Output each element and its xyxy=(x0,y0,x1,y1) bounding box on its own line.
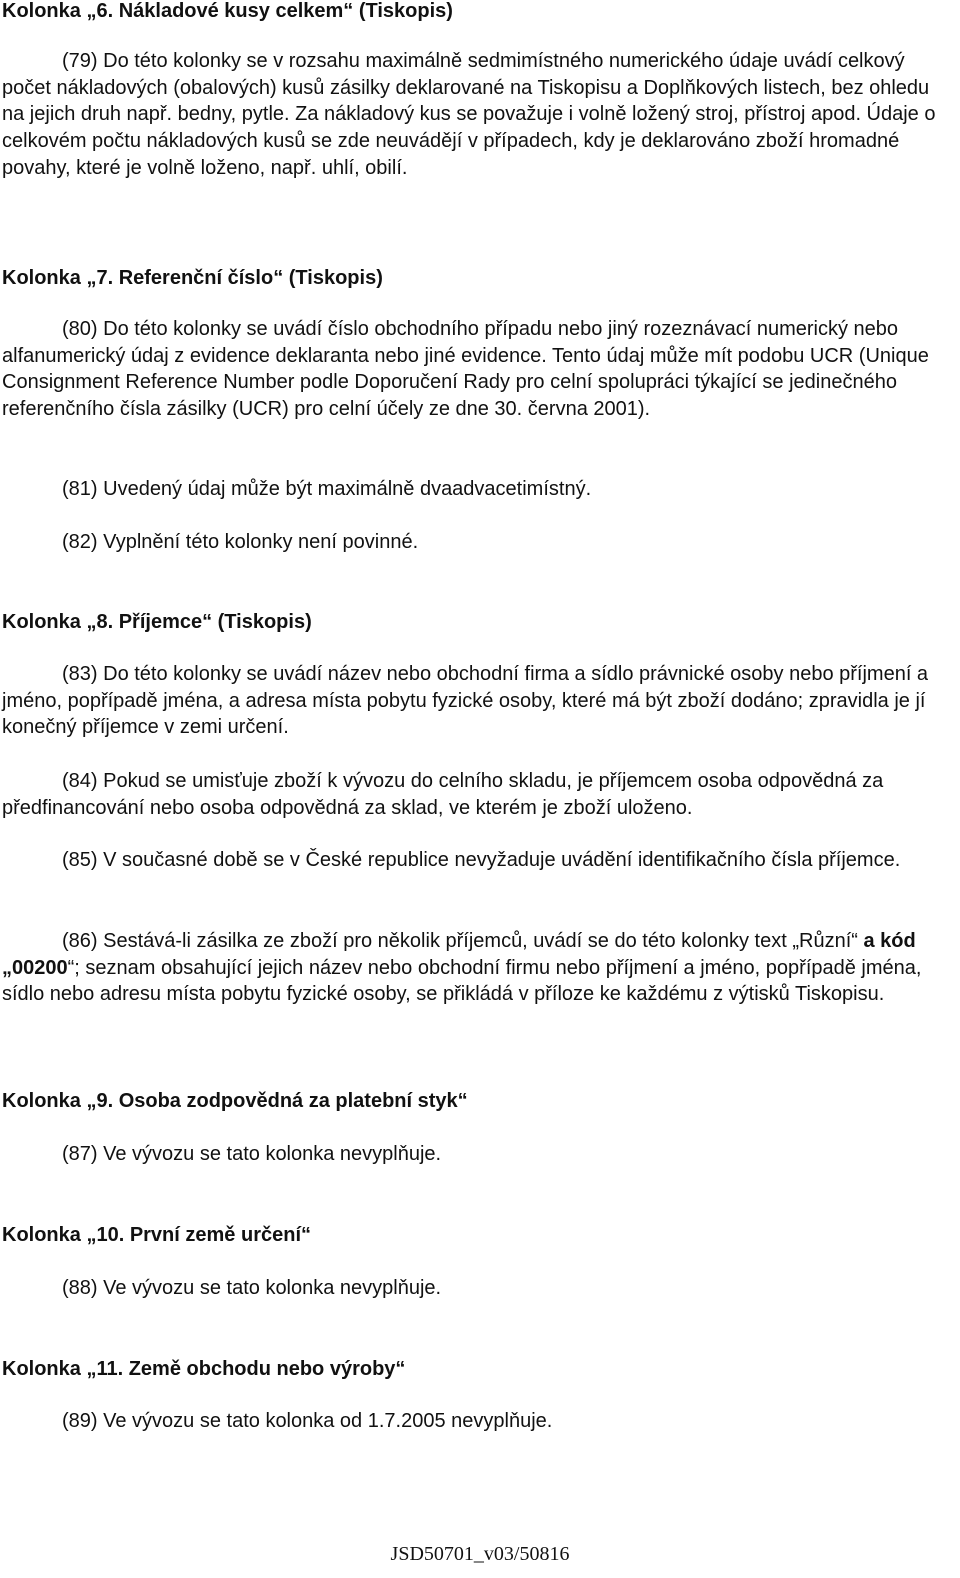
kolonka-10-heading xyxy=(2,1222,311,1248)
kolonka-6-heading xyxy=(2,0,453,24)
paragraph-84: (84) Pokud se umisťuje zboží k vývozu do celního skladu, je příjemcem osoba odpovědná za předfinancování nebo osoba odpovědná za sklad, ve kterém je zboží uloženo. xyxy=(2,770,884,819)
kolonka-7-close-quote: “ xyxy=(273,267,284,289)
paragraph-82: (82) Vyplnění této kolonky není povinné. xyxy=(62,531,419,553)
kolonka-11-title: Kolonka „11. Země obchodu nebo výroby“ xyxy=(2,1358,406,1380)
kolonka-8-close-quote: “ xyxy=(202,611,213,633)
kolonka-6-suffix: (Tiskopis) xyxy=(353,0,453,22)
kolonka-8-suffix: (Tiskopis) xyxy=(212,611,312,633)
kolonka-7-prefix: Kolonka „7. xyxy=(2,267,119,289)
kolonka-11-heading xyxy=(2,1356,405,1382)
paragraph-86-code: a kód „00200 xyxy=(2,930,916,979)
kolonka-9-title: Kolonka „9. Osoba zodpovědná za platební styk“ xyxy=(2,1090,468,1112)
kolonka-8-title: Příjemce xyxy=(118,611,203,633)
paragraph-83: (83) Do této kolonky se uvádí název nebo obchodní firma a sídlo právnické osoby nebo příjmení a jméno, popřípadě jména, a adresa místa pobytu fyzické osoby, které má být zboží dodáno; zpravidla je jí konečný příjemce v zemi určení. xyxy=(2,663,929,739)
paragraph-80: (80) Do této kolonky se uvádí číslo obchodního případu nebo jiný rozeznávací numerický nebo alfanumerický údaj z evidence deklaranta nebo jiné evidence. Tento údaj může mít podobu UCR (Unique Consignment Reference Number podle Doporučení Rady pro celní spolupráci týkající se jedinečného referenčního čísla zásilky (UCR) pro celní účely ze dne 30. června 2001). xyxy=(2,318,929,421)
kolonka-8-prefix: Kolonka „8. xyxy=(2,611,119,633)
paragraph-86 xyxy=(2,928,952,1008)
kolonka-10-title: Kolonka „10. První země určení“ xyxy=(2,1224,311,1246)
page-footer-code: JSD50701_v03/50816 xyxy=(390,1543,570,1565)
kolonka-6-close-quote: “ xyxy=(343,0,354,22)
paragraph-88: (88) Ve vývozu se tato kolonka nevyplňuje. xyxy=(62,1277,442,1299)
paragraph-79: (79) Do této kolonky se v rozsahu maximálně sedmimístného numerického údaje uvádí celkový počet nákladových (obalových) kusů zásilky deklarované na Tiskopisu a Doplňkových listech, bez ohledu na jejich druh např. bedny, pytle. Za nákladový kus se považuje i volně ložený stroj, přístroj apod. Údaje o celkovém počtu nákladových kusů se zde neuvádějí v případech, kdy je deklarováno zboží hromadné povahy, které je volně loženo, např. uhlí, obilí. xyxy=(2,50,936,179)
kolonka-7-suffix: (Tiskopis) xyxy=(283,267,383,289)
paragraph-89: (89) Ve vývozu se tato kolonka od 1.7.2005 nevyplňuje. xyxy=(62,1410,553,1432)
paragraph-86-text-a: (86) Sestává-li zásilka ze zboží pro několik příjemců, uvádí se do této kolonky text „Různí“ xyxy=(62,930,864,952)
kolonka-6-title: Nákladové kusy celkem xyxy=(118,0,344,22)
kolonka-7-heading xyxy=(2,265,383,291)
paragraph-85: (85) V současné době se v České republice nevyžaduje uvádění identifikačního čísla příjemce. xyxy=(62,849,901,871)
paragraph-86-text-c: “; seznam obsahující jejich název nebo obchodní firmu nebo příjmení a jméno, popřípadě jména, sídlo nebo adresu místa pobytu fyzické osoby, se přikládá v příloze ke každému z výtisků Tiskopisu. xyxy=(2,956,922,1006)
kolonka-6-prefix: Kolonka „6. xyxy=(2,0,119,22)
kolonka-9-heading xyxy=(2,1088,468,1114)
paragraph-87: (87) Ve vývozu se tato kolonka nevyplňuje. xyxy=(62,1143,442,1165)
kolonka-7-title: Referenční číslo xyxy=(118,267,274,289)
kolonka-8-heading xyxy=(2,609,312,635)
paragraph-81: (81) Uvedený údaj může být maximálně dvaadvacetimístný. xyxy=(62,478,592,500)
